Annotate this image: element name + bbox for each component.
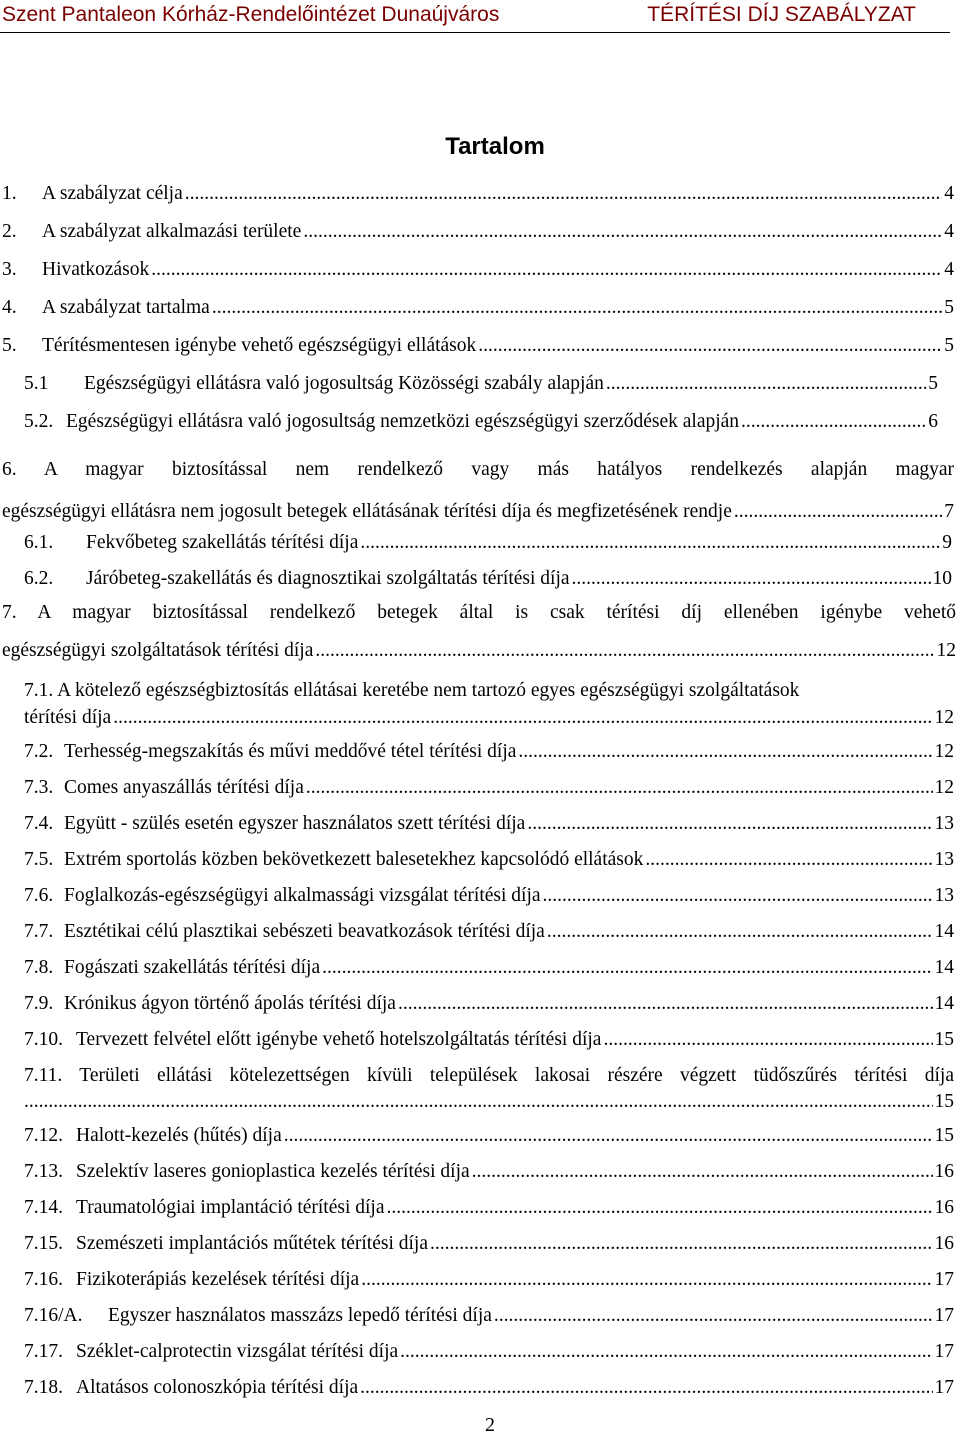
toc-entry-text: A magyar biztosítással nem rendelkező vagy más hatályos rendelkezés alapján magyar bbox=[43, 459, 954, 480]
toc-entry-page: 17 bbox=[934, 1377, 954, 1398]
toc-entry-page: 14 bbox=[934, 921, 954, 942]
dot-leader bbox=[494, 1303, 933, 1329]
toc-entry-text: Széklet-calprotectin vizsgálat térítési díja bbox=[76, 1341, 399, 1362]
dot-leader bbox=[430, 1231, 933, 1257]
dot-leader bbox=[212, 295, 942, 321]
toc-entry-page: 13 bbox=[934, 813, 954, 834]
toc-entry-7-5[interactable] bbox=[24, 847, 954, 873]
toc-entry-text: A szabályzat célja bbox=[42, 183, 183, 204]
toc-entry-page: 14 bbox=[934, 993, 954, 1014]
toc-entry-number: 5.1 bbox=[24, 373, 49, 394]
toc-entry-page: 13 bbox=[934, 885, 954, 906]
dot-leader bbox=[185, 181, 942, 207]
dot-leader bbox=[547, 919, 933, 945]
toc-entry-5-1[interactable] bbox=[24, 371, 938, 397]
toc-entry-text-line1 bbox=[2, 449, 954, 491]
toc-entry-number: 7.4. bbox=[24, 813, 54, 834]
toc-entry-text: Esztétikai célú plasztikai sebészeti beavatkozások térítési díja bbox=[64, 921, 545, 942]
toc-entry-number: 7.11. bbox=[24, 1065, 63, 1086]
toc-entry-number: 5.2. bbox=[24, 411, 54, 432]
dot-leader bbox=[603, 1027, 932, 1053]
toc-entry-7-15[interactable] bbox=[24, 1231, 954, 1257]
toc-entry-text: Térítésmentesen igénybe vehető egészségügyi ellátások bbox=[42, 335, 477, 356]
dot-leader bbox=[387, 1195, 933, 1221]
toc-entry-page: 9 bbox=[942, 532, 952, 553]
toc-entry-text: Hivatkozások bbox=[42, 259, 150, 280]
toc-entry-text: Területi ellátási kötelezettségen kívüli települések lakosai részére végzett tüdőszűrés térítési díja bbox=[79, 1065, 954, 1086]
toc-entry-page: 17 bbox=[934, 1305, 954, 1326]
toc-entry-7-10[interactable] bbox=[24, 1027, 954, 1053]
dot-leader bbox=[572, 566, 931, 592]
toc-entry-page: 16 bbox=[934, 1233, 954, 1254]
toc-entry-7-18[interactable] bbox=[24, 1375, 954, 1401]
toc-entry-number: 7.17. bbox=[24, 1341, 63, 1362]
toc-entry-7-14[interactable] bbox=[24, 1195, 954, 1221]
toc-entry-page: 15 bbox=[934, 1029, 954, 1050]
toc-entry-3[interactable] bbox=[2, 257, 954, 283]
toc-entry-text: A kötelező egészségbiztosítás ellátásai keretébe nem tartozó egyes egészségügyi szolgáltatások bbox=[57, 680, 800, 701]
dot-leader bbox=[400, 1339, 932, 1365]
dot-leader bbox=[478, 333, 942, 359]
toc-entry-number: 6.2. bbox=[24, 568, 54, 589]
toc-entry-number: 7.16/A. bbox=[24, 1305, 83, 1326]
toc-entry-6-1[interactable] bbox=[24, 530, 952, 556]
toc-entry-page: 14 bbox=[934, 957, 954, 978]
toc-entry-text: Szemészeti implantációs műtétek térítési díja bbox=[76, 1233, 428, 1254]
toc-entry-page: 15 bbox=[934, 1125, 954, 1146]
toc-entry-page: 10 bbox=[932, 568, 952, 589]
toc-entry-7-12[interactable] bbox=[24, 1123, 954, 1149]
toc-entry-text: Halott-kezelés (hűtés) díja bbox=[76, 1125, 282, 1146]
toc-entry-text: Fogászati szakellátás térítési díja bbox=[64, 957, 321, 978]
toc-entry-2[interactable] bbox=[2, 219, 954, 245]
dot-leader bbox=[472, 1159, 933, 1185]
toc-entry-4[interactable] bbox=[2, 295, 954, 321]
toc-entry-page: 12 bbox=[934, 707, 954, 728]
toc-entry-5[interactable] bbox=[2, 333, 954, 359]
toc-entry-text: A szabályzat alkalmazási területe bbox=[42, 221, 302, 242]
toc-entry-7-4[interactable] bbox=[24, 811, 954, 837]
toc-entry-page: 7 bbox=[944, 501, 954, 522]
toc-entry-7-13[interactable] bbox=[24, 1159, 954, 1185]
toc-entry-page: 15 bbox=[934, 1091, 954, 1112]
toc-entry-page: 17 bbox=[934, 1341, 954, 1362]
toc-entry-text: Fekvőbeteg szakellátás térítési díja bbox=[86, 532, 359, 553]
toc-entry-7-16-a[interactable] bbox=[24, 1303, 954, 1329]
toc-entry-text-line1 bbox=[24, 678, 954, 704]
toc-entry-text: Fizikoterápiás kezelések térítési díja bbox=[76, 1269, 360, 1290]
dot-leader bbox=[398, 991, 933, 1017]
toc-entry-number: 7.12. bbox=[24, 1125, 63, 1146]
page-number: 2 bbox=[485, 1414, 495, 1436]
toc-entry-number: 4. bbox=[2, 297, 17, 318]
toc-entry-7-3[interactable] bbox=[24, 775, 954, 801]
toc-entry-text: Szelektív laseres gonioplastica kezelés térítési díja bbox=[76, 1161, 470, 1182]
toc-entry-5-2[interactable] bbox=[24, 409, 938, 435]
toc-entry-7-1[interactable] bbox=[24, 678, 954, 731]
toc-entry-number: 7.8. bbox=[24, 957, 54, 978]
toc-entry-page: 16 bbox=[934, 1161, 954, 1182]
toc-entry-page: 4 bbox=[944, 183, 954, 204]
toc-entry-number: 7.18. bbox=[24, 1377, 63, 1398]
toc-title: Tartalom bbox=[445, 133, 545, 160]
toc-entry-page: 16 bbox=[934, 1197, 954, 1218]
dot-leader bbox=[113, 705, 932, 731]
toc-entry-text: Egyszer használatos masszázs lepedő térítési díja bbox=[108, 1305, 492, 1326]
toc-entry-page: 17 bbox=[934, 1269, 954, 1290]
toc-entry-number: 7.13. bbox=[24, 1161, 63, 1182]
toc-entry-number: 7.16. bbox=[24, 1269, 63, 1290]
toc-entry-text-line2: egészségügyi szolgáltatások térítési díja bbox=[2, 640, 314, 661]
toc-entry-page: 5 bbox=[944, 297, 954, 318]
toc-entry-number: 7.3. bbox=[24, 777, 54, 798]
toc-entry-page: 12 bbox=[934, 777, 954, 798]
toc-entry-text: A magyar biztosítással rendelkező betegek által is csak térítési díj ellenében igénybe vehető bbox=[37, 602, 956, 623]
dot-leader bbox=[543, 883, 933, 909]
toc-entry-7[interactable] bbox=[2, 598, 956, 664]
toc-entry-text-line1 bbox=[2, 598, 956, 628]
toc-entry-text-line1 bbox=[24, 1063, 954, 1089]
toc-entry-6[interactable] bbox=[2, 449, 954, 525]
toc-entry-page: 5 bbox=[944, 335, 954, 356]
toc-entry-text: Egészségügyi ellátásra való jogosultság Közösségi szabály alapján bbox=[84, 373, 604, 394]
dot-leader bbox=[360, 1375, 932, 1401]
dot-leader bbox=[322, 955, 932, 981]
toc-entry-text: Comes anyaszállás térítési díja bbox=[64, 777, 304, 798]
dot-leader bbox=[284, 1123, 933, 1149]
toc-entry-text: Foglalkozás-egészségügyi alkalmassági vizsgálat térítési díja bbox=[64, 885, 541, 906]
toc-entry-number: 6. bbox=[2, 459, 17, 480]
toc-entry-page: 5 bbox=[928, 373, 938, 394]
toc-entry-number: 7.15. bbox=[24, 1233, 63, 1254]
toc-entry-number: 7.10. bbox=[24, 1029, 63, 1050]
toc-entry-number: 7.1. bbox=[24, 680, 54, 701]
toc-entry-text: Járóbeteg-szakellátás és diagnosztikai szolgáltatás térítési díja bbox=[86, 568, 570, 589]
toc-entry-page: 12 bbox=[934, 741, 954, 762]
toc-entry-7-9[interactable] bbox=[24, 991, 954, 1017]
toc-entry-number: 7.7. bbox=[24, 921, 54, 942]
toc-entry-text-line2: egészségügyi ellátásra nem jogosult betegek ellátásának térítési díja és megfizetésének rendje bbox=[2, 501, 732, 522]
toc-entry-number: 7.9. bbox=[24, 993, 54, 1014]
running-header bbox=[0, 0, 960, 32]
toc-entry-number: 7.5. bbox=[24, 849, 54, 870]
header-divider bbox=[0, 32, 950, 33]
toc-entry-text: Tervezett felvétel előtt igénybe vehető hotelszolgáltatás térítési díja bbox=[76, 1029, 602, 1050]
dot-leader bbox=[741, 409, 926, 435]
toc-entry-1[interactable] bbox=[2, 181, 954, 207]
toc-entry-text: A szabályzat tartalma bbox=[42, 297, 210, 318]
toc-entry-text: Terhesség-megszakítás és művi meddővé tétel térítési díja bbox=[64, 741, 517, 762]
toc-entry-7-8[interactable] bbox=[24, 955, 954, 981]
dot-leader bbox=[734, 499, 942, 525]
toc-entry-page: 4 bbox=[944, 221, 954, 242]
toc-entry-number: 7.2. bbox=[24, 741, 54, 762]
toc-entry-page: 6 bbox=[928, 411, 938, 432]
header-document-title: TÉRÍTÉSI DÍJ SZABÁLYZAT bbox=[647, 3, 916, 26]
dot-leader bbox=[24, 1089, 933, 1115]
toc-entry-page: 12 bbox=[936, 640, 956, 661]
dot-leader bbox=[306, 775, 933, 801]
toc-entry-7-17[interactable] bbox=[24, 1339, 954, 1365]
toc-entry-number: 7.6. bbox=[24, 885, 54, 906]
header-institution: Szent Pantaleon Kórház-Rendelőintézet Dunaújváros bbox=[2, 3, 500, 26]
toc-entry-6-2[interactable] bbox=[24, 566, 952, 592]
toc-entry-page: 13 bbox=[934, 849, 954, 870]
toc-entry-text: Altatásos colonoszkópia térítési díja bbox=[76, 1377, 359, 1398]
toc-entry-text: Traumatológiai implantáció térítési díja bbox=[76, 1197, 385, 1218]
dot-leader bbox=[518, 739, 932, 765]
dot-leader bbox=[606, 371, 926, 397]
toc-entry-number: 2. bbox=[2, 221, 17, 242]
toc-entry-number: 7.14. bbox=[24, 1197, 63, 1218]
toc-entry-text: Extrém sportolás közben bekövetkezett balesetekhez kapcsolódó ellátások bbox=[64, 849, 644, 870]
toc-entry-number: 7. bbox=[2, 602, 17, 623]
dot-leader bbox=[303, 219, 942, 245]
dot-leader bbox=[361, 1267, 932, 1293]
dot-leader bbox=[645, 847, 932, 873]
toc-entry-text: Egészségügyi ellátásra való jogosultság nemzetközi egészségügyi szerződések alapján bbox=[66, 411, 740, 432]
toc-entry-text: Együtt - szülés esetén egyszer használatos szett térítési díja bbox=[64, 813, 526, 834]
toc-entry-number: 6.1. bbox=[24, 532, 54, 553]
dot-leader bbox=[360, 530, 940, 556]
toc-entry-7-6[interactable] bbox=[24, 883, 954, 909]
toc-entry-7-16[interactable] bbox=[24, 1267, 954, 1293]
toc-entry-text: Krónikus ágyon történő ápolás térítési díja bbox=[64, 993, 396, 1014]
dot-leader bbox=[151, 257, 942, 283]
toc-entry-number: 3. bbox=[2, 259, 17, 280]
toc-entry-7-11[interactable] bbox=[24, 1063, 954, 1115]
dot-leader bbox=[527, 811, 932, 837]
toc-entry-number: 5. bbox=[2, 335, 17, 356]
dot-leader bbox=[315, 638, 934, 664]
toc-entry-page: 4 bbox=[944, 259, 954, 280]
toc-entry-number: 1. bbox=[2, 183, 17, 204]
toc-entry-7-2[interactable] bbox=[24, 739, 954, 765]
toc-entry-text-line2: térítési díja bbox=[24, 707, 112, 728]
toc-entry-7-7[interactable] bbox=[24, 919, 954, 945]
